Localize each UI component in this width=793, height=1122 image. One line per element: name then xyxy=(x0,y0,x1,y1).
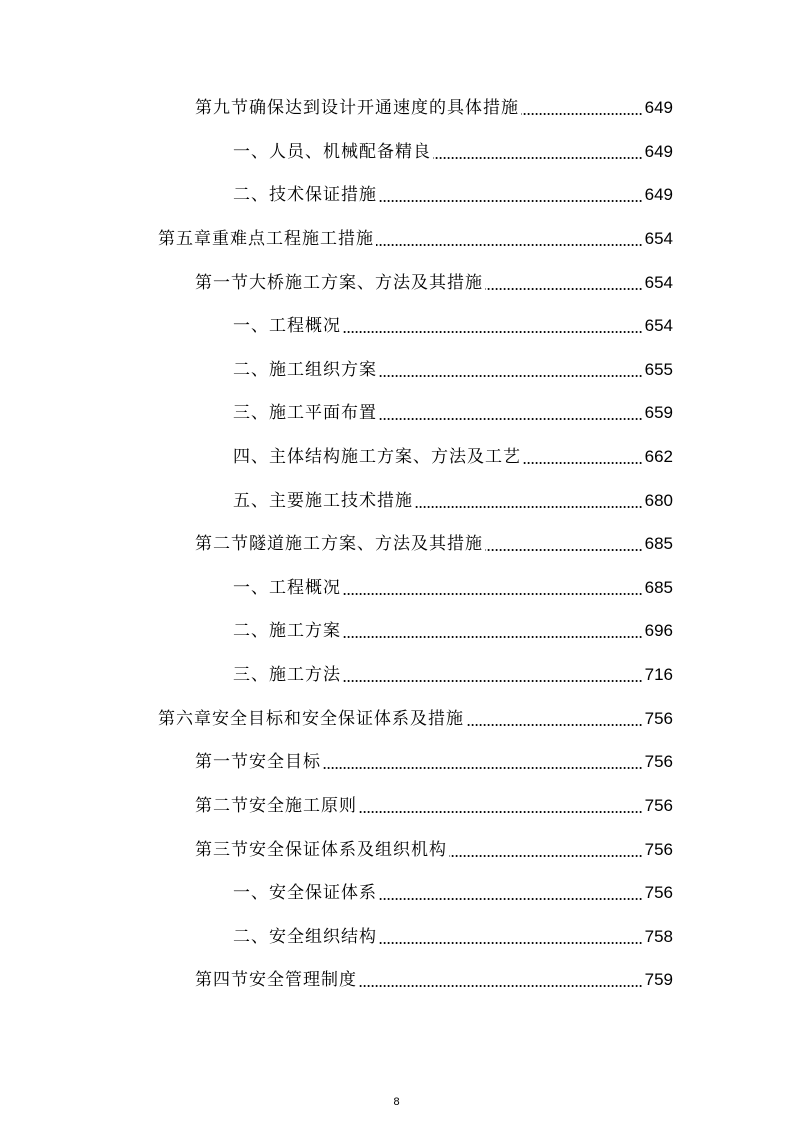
dot-leader xyxy=(359,806,643,814)
toc-entry[interactable] xyxy=(233,443,673,471)
toc-entry[interactable] xyxy=(195,748,673,776)
toc-entry-page: 649 xyxy=(644,185,673,204)
toc-entry-page: 662 xyxy=(644,447,673,466)
toc-entry[interactable] xyxy=(233,574,673,602)
toc-entry-title: 一、人员、机械配备精良 xyxy=(233,142,431,162)
toc-entry-title: 第一节安全目标 xyxy=(195,752,321,772)
toc-entry[interactable] xyxy=(233,617,673,645)
toc-entry-title: 二、施工组织方案 xyxy=(233,360,377,380)
toc-entry-page: 756 xyxy=(644,796,673,815)
toc-entry-page: 649 xyxy=(644,98,673,117)
toc-entry[interactable] xyxy=(233,181,673,209)
dot-leader xyxy=(323,762,643,770)
toc-entry[interactable] xyxy=(195,269,673,297)
toc-entry-page: 756 xyxy=(644,752,673,771)
toc-entry-title: 二、安全组织结构 xyxy=(233,927,377,947)
toc-entry[interactable] xyxy=(195,94,673,122)
toc-entry-title: 第四节安全管理制度 xyxy=(195,970,357,990)
toc-entry[interactable] xyxy=(158,225,673,253)
toc-entry[interactable] xyxy=(233,487,673,515)
dot-leader xyxy=(521,108,643,116)
toc-entry-page: 655 xyxy=(644,360,673,379)
toc-entry-title: 二、技术保证措施 xyxy=(233,185,377,205)
dot-leader xyxy=(379,893,643,901)
toc-entry-page: 654 xyxy=(644,229,673,248)
dot-leader xyxy=(359,980,643,988)
toc-entry[interactable] xyxy=(195,836,673,864)
toc-entry-page: 758 xyxy=(644,927,673,946)
dot-leader xyxy=(379,413,643,421)
toc-entry-page: 654 xyxy=(644,273,673,292)
toc-entry[interactable] xyxy=(233,356,673,384)
dot-leader xyxy=(343,588,643,596)
toc-entry-title: 第九节确保达到设计开通速度的具体措施 xyxy=(195,98,519,118)
toc-entry-page: 759 xyxy=(644,970,673,989)
page-number: 8 xyxy=(393,1096,400,1108)
toc-entry-page: 680 xyxy=(644,491,673,510)
toc-entry[interactable] xyxy=(233,312,673,340)
toc-entry-title: 二、施工方案 xyxy=(233,621,341,641)
toc-entry[interactable] xyxy=(233,923,673,951)
toc-entry-title: 四、主体结构施工方案、方法及工艺 xyxy=(233,447,521,467)
toc-entry-page: 649 xyxy=(644,142,673,161)
toc-entry[interactable] xyxy=(233,399,673,427)
dot-leader xyxy=(449,850,643,858)
dot-leader xyxy=(523,457,643,465)
toc-entry[interactable] xyxy=(195,792,673,820)
toc-entry[interactable] xyxy=(195,530,673,558)
dot-leader xyxy=(376,239,643,247)
toc-entry-page: 685 xyxy=(644,578,673,597)
toc-entry-title: 五、主要施工技术措施 xyxy=(233,491,413,511)
toc-entry-page: 654 xyxy=(644,316,673,335)
toc-entry-page: 696 xyxy=(644,621,673,640)
dot-leader xyxy=(379,195,643,203)
toc-entry-title: 第五章重难点工程施工措施 xyxy=(158,229,374,249)
dot-leader xyxy=(343,326,643,334)
toc-entry-page: 685 xyxy=(644,534,673,553)
toc-entry[interactable] xyxy=(158,705,673,733)
toc-entry-title: 三、施工方法 xyxy=(233,665,341,685)
dot-leader xyxy=(485,544,643,552)
dot-leader xyxy=(485,283,643,291)
toc-entry[interactable] xyxy=(195,966,673,994)
toc-entry-page: 756 xyxy=(644,840,673,859)
dot-leader xyxy=(415,501,643,509)
toc-entry-title: 第六章安全目标和安全保证体系及措施 xyxy=(158,709,464,729)
toc-entry-title: 第二节隧道施工方案、方法及其措施 xyxy=(195,534,483,554)
dot-leader xyxy=(433,152,643,160)
dot-leader xyxy=(343,675,643,683)
dot-leader xyxy=(466,719,643,727)
toc-entry-title: 第一节大桥施工方案、方法及其措施 xyxy=(195,273,483,293)
toc-entry-title: 第二节安全施工原则 xyxy=(195,796,357,816)
toc-entry-page: 659 xyxy=(644,403,673,422)
dot-leader xyxy=(379,370,643,378)
toc-entry-page: 756 xyxy=(644,709,673,728)
toc-entry-title: 三、施工平面布置 xyxy=(233,403,377,423)
toc-entry[interactable] xyxy=(233,661,673,689)
toc-entry-title: 一、工程概况 xyxy=(233,578,341,598)
toc-entry[interactable] xyxy=(233,879,673,907)
toc-entry-page: 756 xyxy=(644,883,673,902)
toc-entry[interactable] xyxy=(233,138,673,166)
toc-entry-title: 一、安全保证体系 xyxy=(233,883,377,903)
toc-entry-page: 716 xyxy=(644,665,673,684)
toc-entry-title: 一、工程概况 xyxy=(233,316,341,336)
dot-leader xyxy=(379,937,643,945)
dot-leader xyxy=(343,631,643,639)
toc-entry-title: 第三节安全保证体系及组织机构 xyxy=(195,840,447,860)
